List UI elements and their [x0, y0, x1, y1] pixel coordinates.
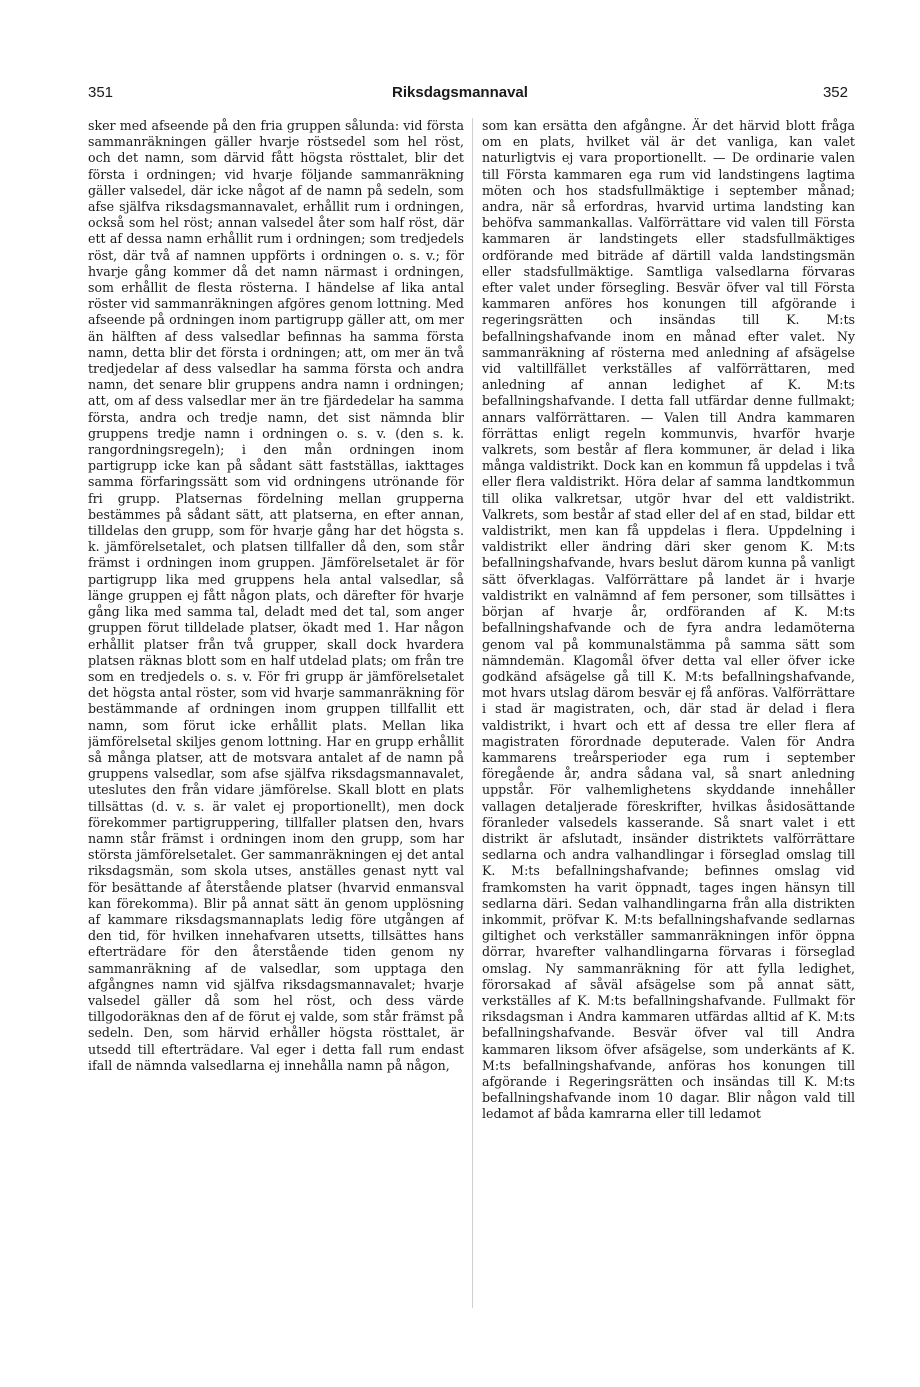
column-divider — [472, 118, 473, 1308]
page-number-right: 352 — [822, 84, 848, 101]
left-column-text: sker med afseende på den fria gruppen sålunda: vid första sammanräkningen gäller hvarje röstsedel som hel röst, och det namn, som därvid fått högsta rösttalet, blir det första i ordningen; vid hvarje följande sammanräkning gäller valsedel, där icke något af de namn på sedeln, som afse själfva riksdagsmannavalet, erhållit rum i ordningen, också som hel röst; annan valsedel åter som half röst, där ett af dessa namn erhållit rum i ordningen; som tredjedels röst, där två af namnen uppförts i ordningen o. s. v.; för hvarje gång kommer då det namn närmast i ordningen, som erhållit de flesta rösterna. I händelse af lika antal röster vid sammanräkningen afgöres genom lottning. Med afseende på ordningen inom partigrupp gäller att, om mer än hälften af dess valsedlar befinnas ha samma första namn, detta blir det första i ordningen; att, om mer än två tredjedelar af dess valsedlar ha samma första och andra namn, det senare blir gruppens andra namn i ordningen; att, om af dess valsedlar mer än tre fjärdedelar ha samma första, andra och tredje namn, det sist nämnda blir gruppens tredje namn i ordningen o. s. v. (den s. k. rangordningsregeln); i den mån ordningen inom partigrupp icke kan på sådant sätt fastställas, iakttages samma förfaringssätt som vid ordningens utrönande för fri grupp. Platsernas fördelning mellan grupperna bestämmes på sådant sätt, att platserna, en efter annan, tilldelas den grupp, som för hvarje gång har det högsta s. k. jämförelsetalet, och platsen tillfaller då den, som står främst i ordningen inom gruppen. Jämförelsetalet är för partigrupp lika med gruppens hela antal valsedlar, så länge gruppen ej fått någon plats, och därefter för hvarje gång lika med samma tal, deladt med det tal, som anger gruppen förut tilldelade platser, ökadt med 1. Har någon erhållit platser från två grupper, skall dock hvardera platsen räknas blott som en half utdelad plats; om från tre som en tredjedels o. s. v. För fri grupp är jämförelsetalet det högsta antal röster, som vid hvarje sammanräkning för bestämmande af ordningen inom gruppen tillfallit ett namn, som förut icke erhållit plats. Mellan lika jämförelsetal skiljes genom lottning. Har en grupp erhållit så många platser, att de motsvara antalet af de namn på gruppens valsedlar, som afse själfva riksdagsmannavalet, uteslutes den från vidare jämförelse. Skall blott en plats tillsättas (d. v. s. är valet ej proportionellt), men dock förekommer partigruppering, tillfaller platsen den, hvars namn står främst i ordningen inom den grupp, som har största jämförelsetalet. Ger sammanräkningen ej det antal riksdagsmän, som skola utses, anställes genast nytt val för besättande af återstående platser (hvarvid enmansval kan förekomma). Blir på annat sätt än genom upplösning af kammare riksdagsmannaplats ledig före utgången af den tid, för hvilken innehafvaren utsetts, tillsättes hans efterträdare för den återstående tiden genom ny sammanräkning af de valsedlar, som upptaga den afgångnes namn vid själfva riksdagsmannavalet; hvarje valsedel gäller då som hel röst, och dess värde tillgodoräknas den af de förut ej valde, som står främst på sedeln. Den, som härvid erhåller högsta rösttalet, är utsedd till efterträdare. Val eger i detta fall rum endast ifall de nämnda valsedlarna ej innehålla namn på någon, — [88, 118, 464, 1073]
right-column — [482, 118, 855, 1343]
running-title: Riksdagsmannaval — [392, 84, 528, 101]
right-column-text: som kan ersätta den afgångne. Är det härvid blott fråga om en plats, hvilket väl är det vanliga, kan valet naturligtvis ej vara proportionellt. — De ordinarie valen till Första kammaren ega rum vid landstingens lagtima möten och hos stadsfullmäktige i september månad; andra, när så erfordras, hvarvid urtima landsting kan behöfva sammankallas. Valförrättare vid valen till Första kammaren är landstingets eller stadsfullmäktiges ordförande med biträde af därtill valda landstingsmän eller stadsfullmäktige. Samtliga valsedlarna förvaras efter valet under försegling. Besvär öfver val till Första kammaren anföres hos konungen till afgörande i regeringsrätten och insändas till K. M:ts befallningshafvande inom en månad efter valet. Ny sammanräkning af rösterna med anledning af afsägelse vid valtillfället verkställes af valförrättaren, med anledning af annan ledighet af K. M:ts befallningshafvande. I detta fall utfärdar denne fullmakt; annars valförrättaren. — Valen till Andra kammaren förrättas enligt regeln kommunvis, hvarför hvarje valkrets, som består af flera kommuner, är delad i lika många valdistrikt. Dock kan en kommun få uppdelas i två eller flera valdistrikt. Höra delar af samma landtkommun till olika valkretsar, utgör hvar del ett valdistrikt. Valkrets, som består af stad eller del af en stad, bildar ett valdistrikt, men kan få uppdelas i flera. Uppdelning i valdistrikt eller ändring däri sker genom K. M:ts befallningshafvande, hvars beslut därom kunna på vanligt sätt öfverklagas. Valförrättare på landet är i hvarje valdistrikt en valnämnd af fem personer, som tillsättes i början af hvarje år, ordföranden af K. M:ts befallningshafvande och de fyra andra ledamöterna genom val på kommunalstämma på samma sätt som nämndemän. Klagomål öfver detta val eller öfver icke godkänd afsägelse gå till K. M:ts befallningshafvande, mot hvars utslag därom besvär ej få anföras. Valförrättare i stad är magistraten, och, där stad är delad i flera valdistrikt, i hvart och ett af dessa tre eller flera af magistraten förordnade deputerade. Valen för Andra kammarens treårsperioder ega rum i september föregående år, andra sådana val, så snart anledning uppstår. För valhemlighetens skyddande innehåller vallagen detaljerade föreskrifter, hvilkas åsidosättande föranleder valsedels kasserande. Så snart valet i ett distrikt är afslutadt, insänder distriktets valförrättare sedlarna och andra valhandlingar i förseglad omslag till K. M:ts befallningshafvande; befinnes omslag vid framkomsten ha varit öppnadt, tages ingen hänsyn till sedlarna däri. Sedan valhandlingarna från alla distrikten inkommit, pröfvar K. M:ts befallningshafvande sedlarnas giltighet och verkställer sammanräkningen inför öppna dörrar, hvarefter valhandlingarna förvaras i förseglad omslag. Ny sammanräkning för att fylla ledighet, förorsakad af såväl afsägelse som på annat sätt, verkställes af K. M:ts befallningshafvande. Fullmakt för riksdagsman i Andra kammaren utfärdas alltid af K. M:ts befallningshafvande. Besvär öfver val till Andra kammaren liksom öfver afsägelse, som underkänts af K. M:ts befallningshafvande, anföras hos konungen till afgörande i Regeringsrätten och insändas till K. M:ts befallningshafvande inom 10 dagar. Blir någon vald till ledamot af båda kamrarna eller till ledamot — [482, 118, 855, 1122]
left-column — [88, 118, 464, 1343]
page-number-left: 351 — [88, 84, 114, 101]
running-header — [62, 84, 858, 106]
